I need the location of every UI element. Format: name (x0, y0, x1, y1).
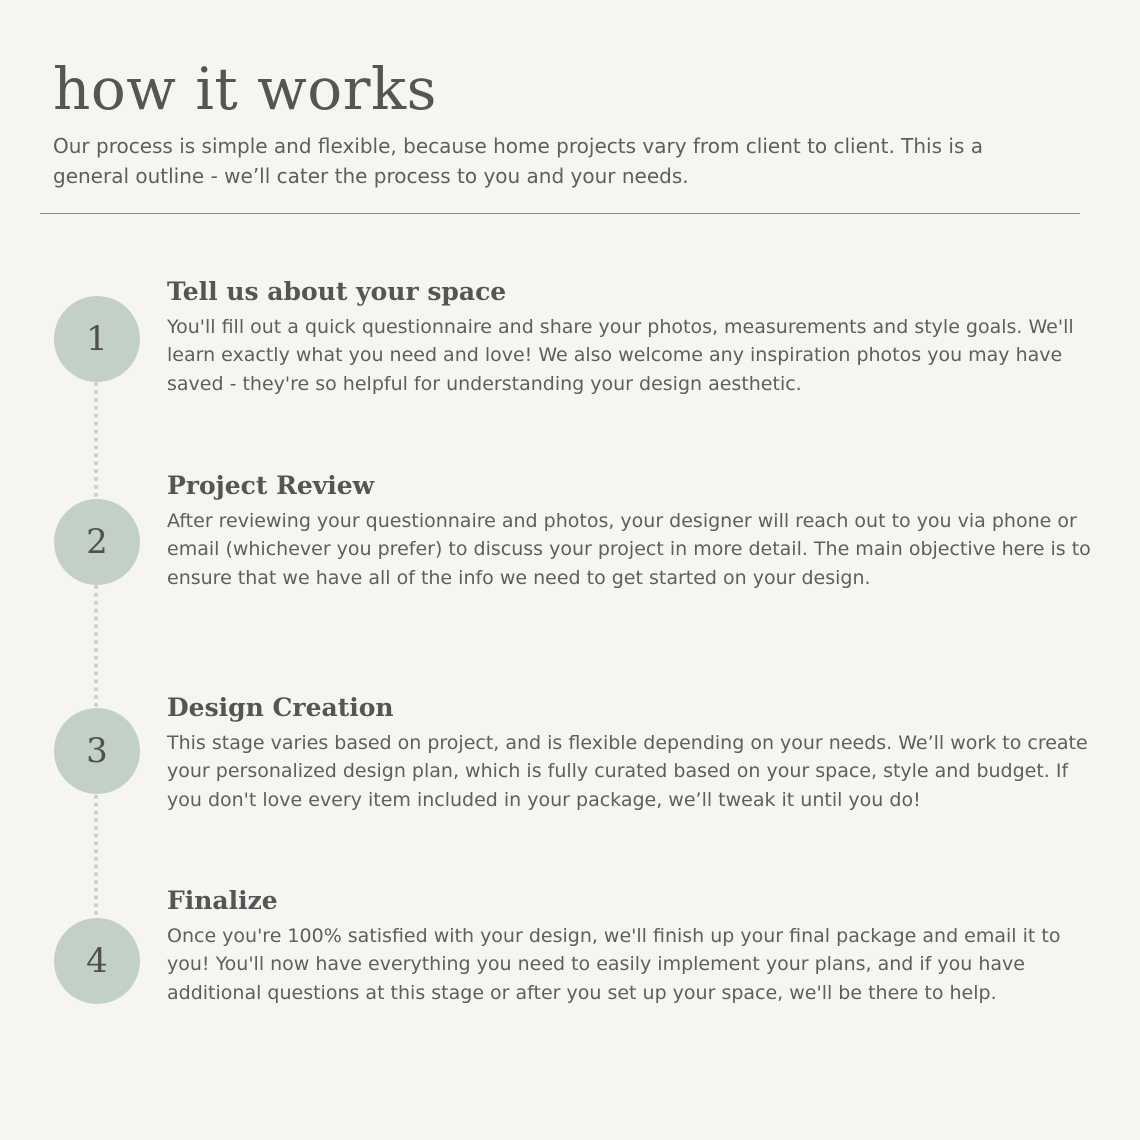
connector-line (94, 382, 98, 497)
step-number-badge: 1 (54, 296, 140, 382)
step-title: Finalize (167, 886, 278, 915)
connector-line (94, 585, 98, 707)
step-item (167, 691, 1097, 814)
step-description: Once you're 100% satisfied with your design, we'll finish up your final package and email it to you! You'll now have everything you need to easily implement your plans, and if you have additional questions at this stage or after you set up your space, we'll be there to help. (167, 925, 1061, 1004)
step-description: After reviewing your questionnaire and photos, your designer will reach out to you via phone or email (whichever you prefer) to discuss your project in more detail. The main objective here is to ensure that we have all of the info we need to get started on your design. (167, 510, 1091, 589)
step-item (167, 884, 1097, 1007)
step-description: This stage varies based on project, and is flexible depending on your needs. We’ll work to create your personalized design plan, which is fully curated based on your space, style and budget. If you don't love every item included in your package, we’ll tweak it until you do! (167, 732, 1088, 811)
step-number-badge: 4 (54, 918, 140, 1004)
step-number-badge: 3 (54, 708, 140, 794)
step-item (167, 275, 1097, 398)
page-title: how it works (53, 55, 437, 123)
connector-line (94, 795, 98, 915)
step-title: Tell us about your space (167, 277, 507, 306)
step-title: Project Review (167, 471, 375, 500)
step-title: Design Creation (167, 693, 394, 722)
step-number-badge: 2 (54, 499, 140, 585)
step-item (167, 469, 1097, 592)
intro-text: Our process is simple and flexible, because home projects vary from client to client. This is a general outline - we’ll cater the process to you and your needs. (53, 134, 983, 188)
step-description: You'll fill out a quick questionnaire and share your photos, measurements and style goals. We'll learn exactly what you need and love! We also welcome any inspiration photos you may have saved - they're so helpful for understanding your design aesthetic. (167, 316, 1074, 395)
divider (40, 213, 1080, 214)
